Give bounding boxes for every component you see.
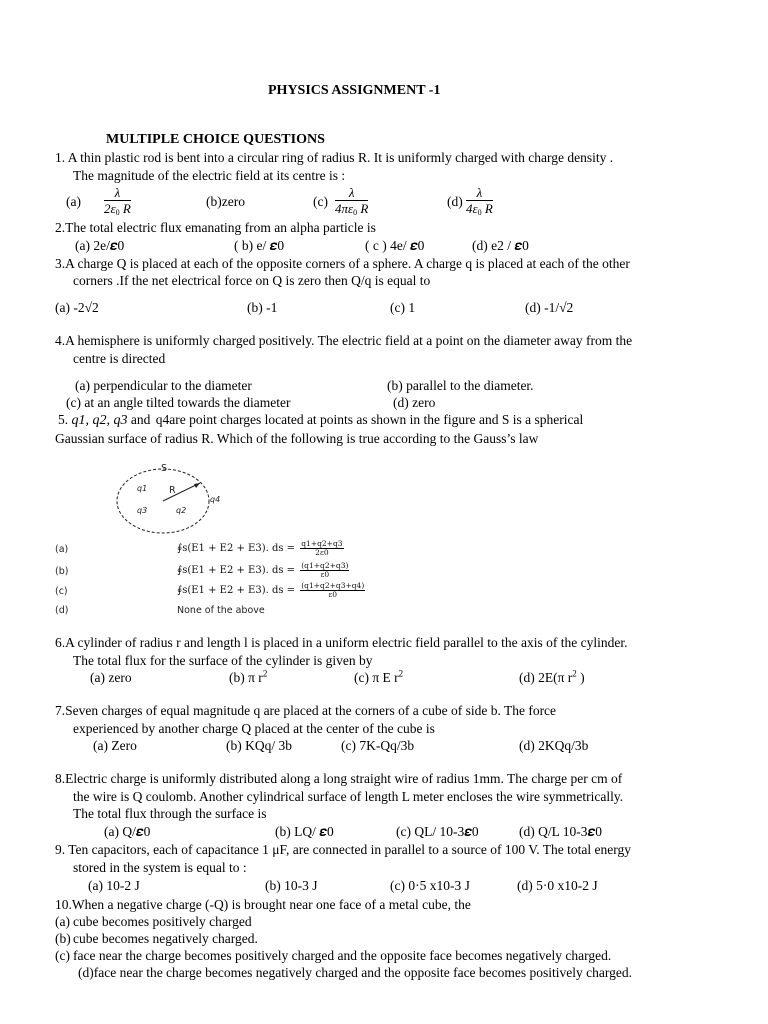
q1-option-d-fraction (466, 185, 493, 220)
q6-option-c (354, 670, 403, 686)
q1-c-r: R (357, 201, 369, 216)
q5-line1 (58, 412, 583, 429)
q5-eq-a-den: 2ε0 (315, 548, 329, 557)
q1-option-b: (b)zero (206, 194, 245, 209)
q5-equation-a (177, 540, 344, 557)
fig-label-r: R (169, 485, 176, 496)
q1-line1: 1. A thin plastic rod is bent into a circular ring of radius R. It is uniformly charged with charge density . (55, 150, 614, 165)
q3-option-d: (d) -1/√2 (525, 300, 574, 315)
q9-option-b: (b) 10-3 J (265, 878, 318, 893)
q1-d-sub: 0 (477, 208, 482, 217)
q7-line2: experienced by another charge Q placed at the center of the cube is (73, 721, 435, 736)
q10-option-b-label: (b) (55, 931, 71, 946)
q7-option-d: (d) 2KQq/3b (519, 738, 589, 753)
q6-line2: The total flux for the surface of the cylinder is given by (73, 653, 373, 668)
q6-d-sup: 2 (572, 668, 577, 679)
q5-option-b-label: (b) (55, 566, 69, 577)
q10-option-a: cube becomes positively charged (73, 914, 252, 929)
q1-a-denominator: 2ε (104, 201, 116, 216)
q4-line1: 4.A hemisphere is uniformly charged positively. The electric field at a point on the diameter away from the (55, 333, 633, 348)
q1-c-sub: 0 (353, 208, 358, 217)
q10-option-d: (d)face near the charge becomes negatively charged and the opposite face becomes positively charged. (78, 965, 633, 980)
q2-line1: 2.The total electric flux emanating from an alpha particle is (55, 220, 376, 235)
q1-option-a-fraction (104, 185, 131, 220)
q5-line2: Gaussian surface of radius R. Which of the following is true according to the Gauss’s law (55, 431, 539, 446)
q7-option-c: (c) 7K-Qq/3b (341, 738, 415, 753)
q6-line1: 6.A cylinder of radius r and length l is placed in a uniform electric field parallel to the axis of the cylinder. (55, 635, 628, 650)
q9-option-a: (a) 10-2 J (88, 878, 140, 893)
q8-line3: The total flux through the surface is (73, 806, 267, 821)
q1-option-d-label: (d) (447, 194, 463, 209)
q5-option-c-label: (c) (55, 586, 68, 597)
q6-d-end: ) (576, 670, 585, 685)
q1-option-a-label: (a) (66, 194, 81, 209)
q6-option-a: (a) zero (90, 670, 132, 685)
q9-line2: stored in the system is equal to : (73, 860, 247, 875)
q4-option-a: (a) perpendicular to the diameter (75, 378, 252, 393)
q5-equation-b (177, 562, 349, 579)
q8-line1: 8.Electric charge is uniformly distributed along a long straight wire of radius 1mm. The charge per cm of (55, 771, 623, 786)
q4-option-c: (c) at an angle tilted towards the diameter (66, 395, 291, 410)
q5-charges: q1, q2, q3 (71, 413, 128, 428)
q5-and: and (130, 412, 151, 427)
q2-option-c: ( c ) 4e/ 𝜺0 (365, 238, 425, 253)
q10-line1: 10.When a negative charge (-Q) is brought near one face of a metal cube, the (55, 897, 471, 912)
q5-number: 5. (58, 412, 69, 427)
q10-option-a-label: (a) (55, 914, 70, 929)
q1-d-denominator: 4ε (466, 201, 478, 216)
q5-eq-a-num: q1+q2+q3 (301, 539, 343, 548)
q3-line2: corners .If the net electrical force on Q is zero then Q/q is equal to (73, 273, 431, 288)
q2-option-b: ( b) e/ 𝜺0 (234, 238, 285, 253)
q4-line2: centre is directed (73, 351, 166, 366)
q6-c-text: (c) π E r (354, 670, 399, 685)
fig-label-q2: q2 (176, 506, 187, 515)
q8-option-d: (d) Q/L 10-3𝜺0 (519, 824, 602, 839)
q6-b-sup: 2 (262, 668, 268, 679)
radius-arrowhead (194, 483, 200, 488)
q3-option-a: (a) -2√2 (55, 300, 99, 315)
q1-a-r: R (119, 201, 131, 216)
q10-option-c: face near the charge becomes positively charged and the opposite face becomes negatively charged. (73, 948, 612, 963)
q3-line1: 3.A charge Q is placed at each of the opposite corners of a sphere. A charge q is placed at each of the other (55, 256, 630, 271)
q1-a-numerator: λ (104, 185, 131, 201)
q1-option-c-fraction (335, 185, 368, 220)
q5-eq-b-lhs: ∮s(E1 + E2 + E3). ds = (177, 565, 296, 576)
q6-d-text: (d) 2E(π r (519, 670, 573, 685)
fig-label-s: S (161, 463, 168, 474)
q3-option-c: (c) 1 (390, 300, 416, 315)
q1-d-r: R (481, 201, 493, 216)
q9-option-c: (c) 0·5 x10-3 J (390, 878, 470, 893)
q5-equation-c (177, 582, 365, 599)
q1-c-numerator: λ (335, 185, 368, 201)
gaussian-surface-figure (110, 464, 230, 544)
q7-line1: 7.Seven charges of equal magnitude q are placed at the corners of a cube of side b. The force (55, 703, 557, 718)
q10-option-c-label: (c) (55, 948, 70, 963)
fig-label-q4: q4 (210, 495, 221, 504)
q5-eq-b-den: ε0 (320, 570, 330, 579)
q8-option-a: (a) Q/𝜺0 (104, 824, 151, 839)
q9-option-d: (d) 5·0 x10-2 J (517, 878, 598, 893)
q5-q4: q4 (155, 412, 170, 427)
section-heading: MULTIPLE CHOICE QUESTIONS (106, 132, 325, 147)
q9-line1: 9. Ten capacitors, each of capacitance 1 μF, are connected in parallel to a source of 100 V. The total energy (55, 842, 631, 857)
q1-c-denominator: 4πε (335, 201, 354, 216)
q1-a-sub: 0 (115, 208, 120, 217)
q6-option-b (229, 670, 267, 686)
q6-b-text: (b) π r (229, 670, 263, 685)
q5-eq-c-den: ε0 (328, 590, 338, 599)
q7-option-b: (b) KQq/ 3b (226, 738, 292, 753)
fig-label-q3: q3 (137, 506, 148, 515)
fig-label-q1: q1 (137, 484, 148, 493)
q8-line2: the wire is Q coulomb. Another cylindrical surface of length L meter encloses the wire symmetrically. (73, 789, 624, 804)
q6-option-d (519, 670, 585, 686)
q5-eq-c-lhs: ∮s(E1 + E2 + E3). ds = (177, 585, 296, 596)
q5-option-a-label: (a) (55, 544, 69, 555)
q6-c-sup: 2 (398, 668, 404, 679)
q1-d-numerator: λ (466, 185, 493, 201)
q4-option-b: (b) parallel to the diameter. (387, 378, 534, 393)
q5-line1-rest: are point charges located at points as shown in the figure and S is a spherical (169, 412, 584, 427)
q2-option-d: (d) e2 / 𝜺0 (472, 238, 529, 253)
q5-eq-a-lhs: ∮s(E1 + E2 + E3). ds = (177, 543, 296, 554)
q3-option-b: (b) -1 (247, 300, 278, 315)
q7-option-a: (a) Zero (93, 738, 137, 753)
q1-option-c-label: (c) (313, 194, 328, 209)
q10-option-b: cube becomes negatively charged. (73, 931, 258, 946)
page-title: PHYSICS ASSIGNMENT -1 (268, 83, 441, 98)
q1-line2: The magnitude of the electric field at its centre is : (73, 168, 346, 183)
q2-option-a: (a) 2e/𝜺0 (75, 238, 125, 253)
q5-option-d: None of the above (177, 605, 265, 616)
q4-option-d: (d) zero (393, 395, 436, 410)
q5-option-d-label: (d) (55, 605, 69, 616)
q5-eq-c-num: (q1+q2+q3+q4) (301, 581, 365, 590)
q8-option-c: (c) QL/ 10-3𝜺0 (396, 824, 479, 839)
q8-option-b: (b) LQ/ 𝜺0 (275, 824, 334, 839)
q5-eq-b-num: (q1+q2+q3) (301, 561, 349, 570)
